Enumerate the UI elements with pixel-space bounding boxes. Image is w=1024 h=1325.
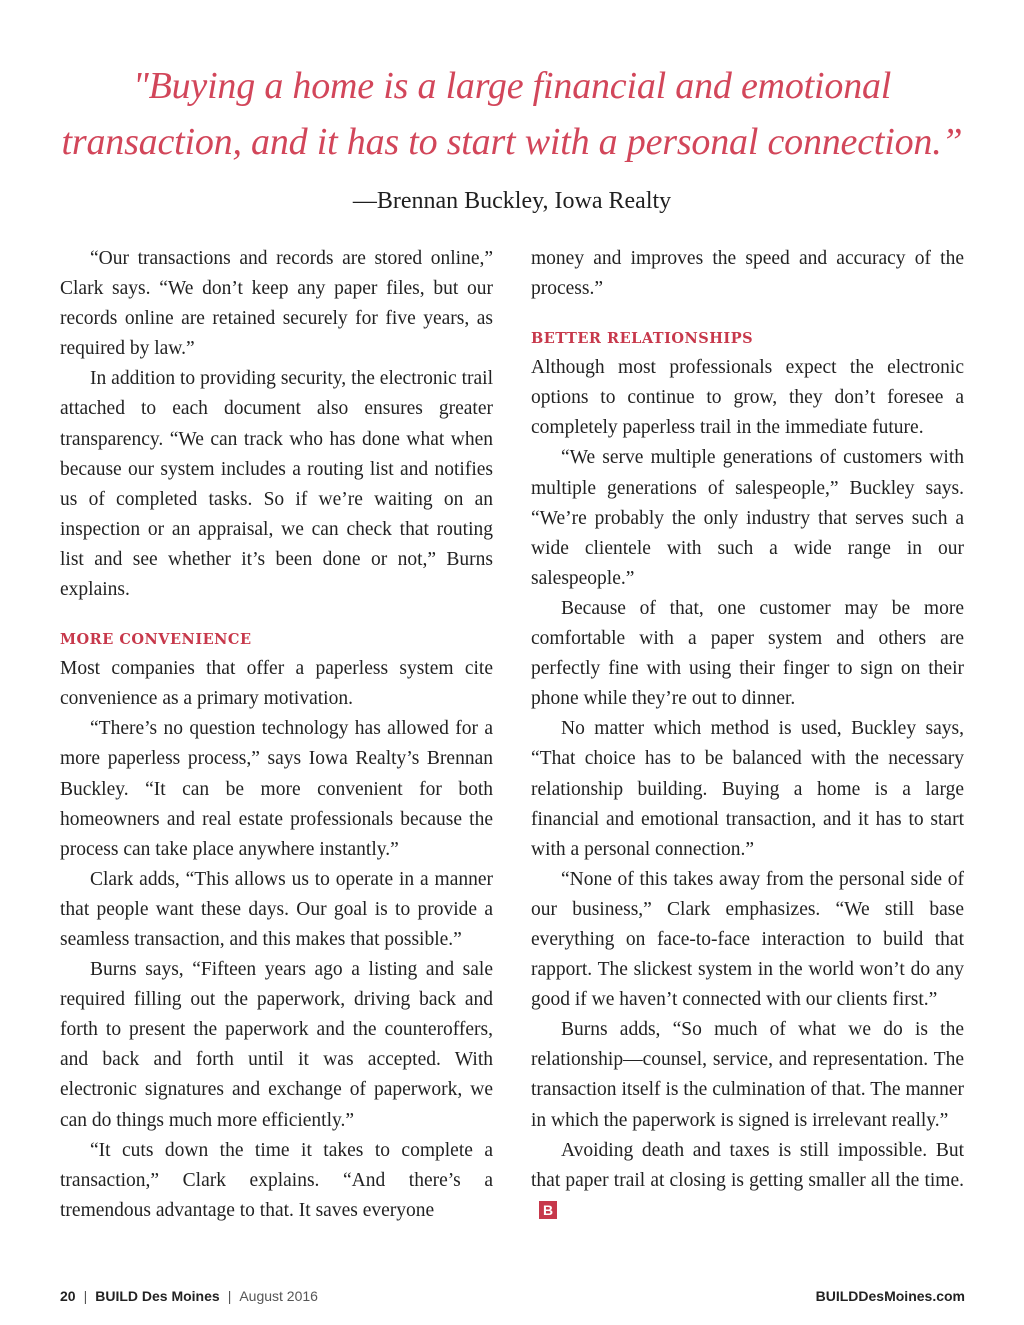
article-paragraph: Burns says, “Fifteen years ago a listing and sale required filling out the paperwork, driving back and forth to present the paperwork and the counteroffers, and back and forth until it was accepted. With electronic signatures and exchange of paperwork, we can do things much more efficiently.” <box>60 959 493 1131</box>
right-column <box>531 244 964 1226</box>
magazine-name: BUILD Des Moines <box>95 1288 220 1304</box>
article-paragraph: “Our transactions and records are stored online,” Clark says. “We don’t keep any paper files, but our records online are retained securely for five years, as required by law.” <box>60 248 493 360</box>
issue-date: August 2016 <box>239 1288 318 1304</box>
pull-quote-line-2: transaction, and it has to start with a personal connection.” <box>61 121 963 163</box>
end-mark-icon: B <box>539 1201 557 1219</box>
article-paragraph: Because of that, one customer may be more comfortable with a paper system and others are perfectly fine with using their finger to sign on their phone while they’re out to dinner. <box>531 597 964 710</box>
final-paragraph-text: Avoiding death and taxes is still impossible. But that paper trail at closing is getting smaller all the time. <box>531 1139 964 1191</box>
page-footer <box>60 1288 965 1308</box>
section-heading-better-relationships: BETTER RELATIONSHIPS <box>531 330 754 348</box>
article-paragraph: Most companies that offer a paperless system cite convenience as a primary motivation. <box>60 658 493 710</box>
article-paragraph: Clark adds, “This allows us to operate in a manner that people want these days. Our goal is to provide a seamless transaction, and this makes that possible.” <box>60 868 493 950</box>
left-column <box>60 244 493 1226</box>
article-paragraph: money and improves the speed and accuracy of the process.” <box>531 248 964 300</box>
section-heading-more-convenience: MORE CONVENIENCE <box>60 631 252 649</box>
article-paragraph: In addition to providing security, the electronic trail attached to each document also ensures greater transparency. “We can track who has done what when because our system includes a routing list and notifies us of completed tasks. So if we’re waiting on an inspection or an appraisal, we can check that routing list and see whether it’s been done or not,” Burns explains. <box>60 368 493 601</box>
article-paragraph: Burns adds, “So much of what we do is the relationship—counsel, service, and representation. The transaction itself is the culmination of that. The manner in which the paperwork is signed is irrelevant really.” <box>531 1019 964 1131</box>
footer-separator: | <box>83 1288 88 1304</box>
article-paragraph: “We serve multiple generations of customers with multiple generations of salespeople,” Buckley says. “We’re probably the only industry that serves such a wide clientele with such a wide range in our salespeople.” <box>531 447 964 589</box>
article-paragraph: No matter which method is used, Buckley says, “That choice has to be balanced with the necessary relationship building. Buying a home is a large financial and emotional transaction, and it has to start with a personal connection.” <box>531 718 964 860</box>
pull-quote <box>40 58 984 170</box>
website-link[interactable]: BUILDDesMoines.com <box>815 1288 965 1304</box>
footer-separator: | <box>227 1288 232 1304</box>
article-paragraph: “There’s no question technology has allowed for a more paperless process,” says Iowa Realty’s Brennan Buckley. “It can be more convenient for both homeowners and real estate professionals because the process can take place anywhere instantly.” <box>60 718 493 860</box>
page-number: 20 <box>60 1288 76 1304</box>
article-final-paragraph <box>531 1136 964 1226</box>
article-paragraph: “It cuts down the time it takes to complete a transaction,” Clark explains. “And there’s a tremendous advantage to that. It saves everyone <box>60 1139 493 1221</box>
pull-quote-line-1: "Buying a home is a large financial and emotional <box>132 65 892 107</box>
pull-quote-attribution: —Brennan Buckley, Iowa Realty <box>352 188 672 214</box>
article-paragraph: “None of this takes away from the personal side of our business,” Clark emphasizes. “We still base everything on face-to-face interaction to build that rapport. The slickest system in the world won’t do any good if we haven’t connected with our clients first.” <box>531 868 964 1011</box>
article-paragraph: Although most professionals expect the electronic options to continue to grow, they don’t foresee a completely paperless trail in the immediate future. <box>531 357 964 439</box>
